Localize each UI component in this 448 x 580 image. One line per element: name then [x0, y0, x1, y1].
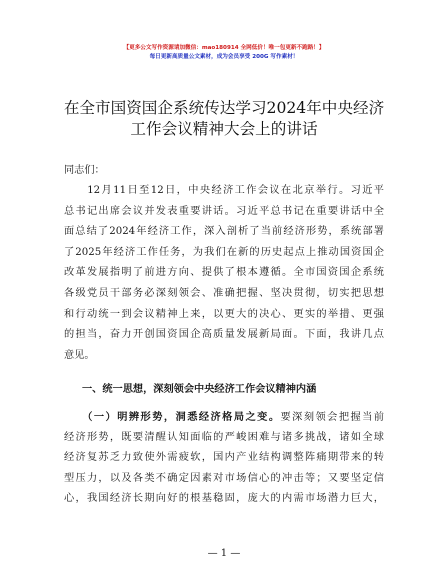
promo-banner-line-1: 【更多公文写作资源请加微信：mao180914 全网低价！唯一包更新不跑路！】	[123, 45, 325, 51]
text-line: 总书记出席会议并发表重要讲话。习近平总书记在重要讲话中全	[64, 205, 384, 217]
paragraph-section-1-1	[64, 407, 384, 510]
salutation: 同志们：	[64, 165, 105, 176]
subsection-heading-continuation: 要深刻领会把握当前	[280, 412, 384, 423]
text-line	[64, 407, 384, 428]
text-line: 经济复苏乏力致使外需疲软，国内产业结构调整阵痛期带来的转	[64, 452, 384, 464]
paragraph-intro	[64, 181, 384, 366]
text-line: 意见。	[64, 349, 95, 361]
text-line: 心，我国经济长期向好的根基稳固，庞大的内需市场潜力巨大，	[64, 493, 384, 505]
promo-banner-line-2: 每日更新高质量公文素材，成为会员享受 200G 写作素材！	[149, 54, 299, 60]
page-number: — 1 —	[207, 548, 241, 559]
text-line: 的担当，奋力开创国资国企高质量发展新局面。下面，我讲几点	[64, 329, 384, 341]
text-line: 经济形势，既要清醒认知面临的严峻困难与诸多挑战，诸如全球	[64, 431, 384, 443]
document-title-line-2: 工作会议精神大会上的讲话	[130, 120, 318, 138]
document-title	[0, 98, 448, 140]
text-line: 了2025年经济工作任务，为我们在新的历史起点上推动国资国企	[64, 246, 384, 258]
text-line: 型压力，以及各类不确定因素对市场信心的冲击等；又要坚定信	[64, 472, 384, 484]
text-line: 各级党员干部务必深刻领会、准确把握、坚决贯彻，切实把思想	[64, 287, 384, 299]
document-title-line-1: 在全市国资国企系统传达学习2024年中央经济	[63, 99, 385, 117]
text-line: 改革发展指明了前进方向、提供了根本遵循。全市国资国企系统	[64, 267, 384, 279]
section-heading-1: 一、统一思想，深刻领会中央经济工作会议精神内涵	[82, 384, 317, 395]
text-line: 面总结了2024年经济工作，深入剖析了当前经济形势，系统部署	[64, 226, 384, 238]
subsection-heading: （一）明辨形势，洞悉经济格局之变。	[64, 411, 281, 423]
text-line: 12月11日至12日，中央经济工作会议在北京举行。习近平	[64, 185, 384, 196]
text-line: 和行动统一到会议精神上来，以更大的决心、更实的举措、更强	[64, 308, 384, 320]
